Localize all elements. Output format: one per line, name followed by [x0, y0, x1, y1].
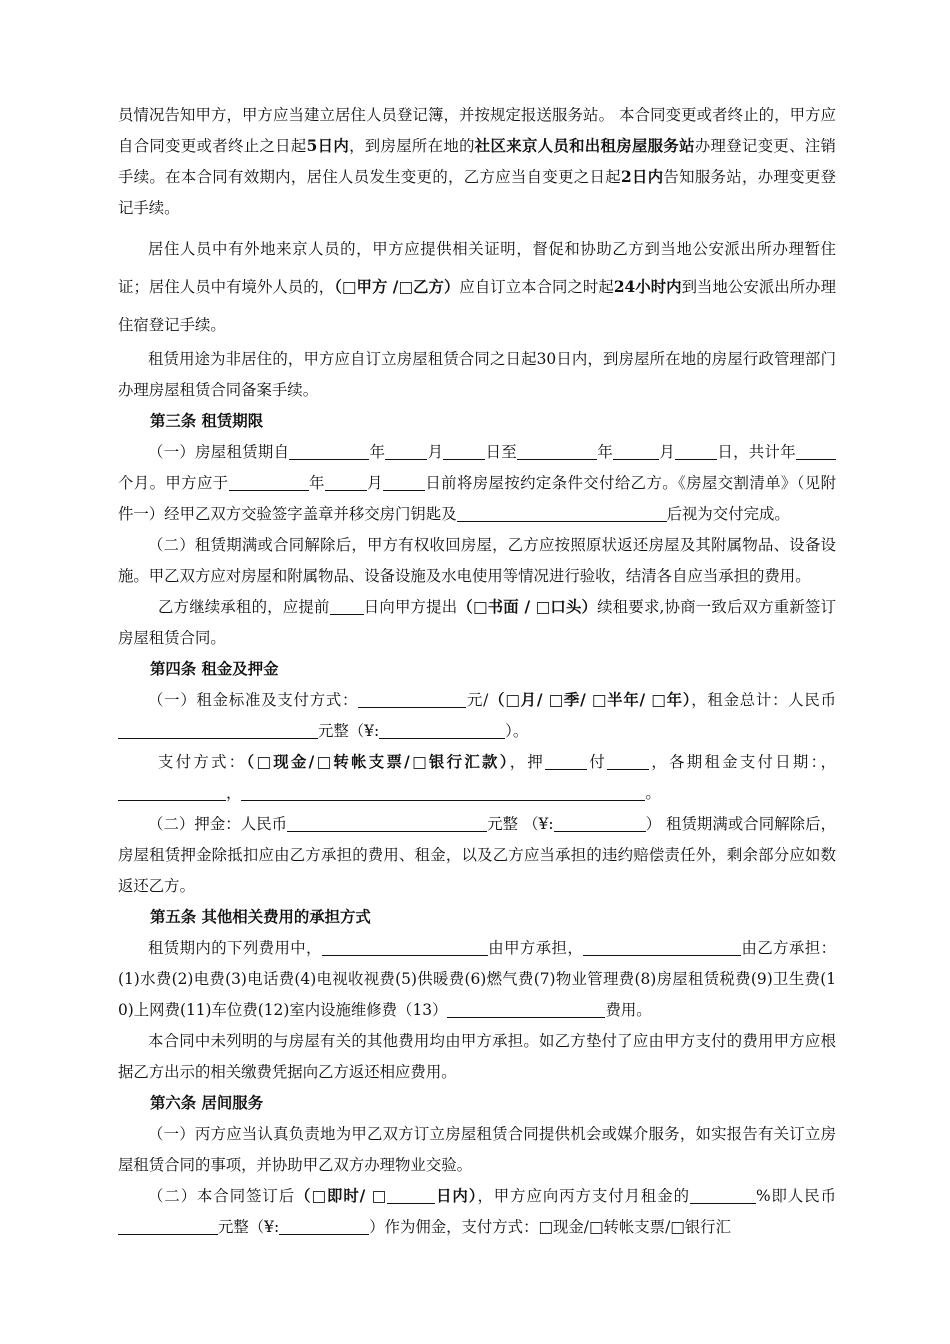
blank-line	[554, 815, 646, 832]
text: 告知服务站，办理变更登记手续。	[118, 168, 836, 217]
text: 元整（¥:	[218, 1218, 280, 1236]
text: 居住人员中有外地来京人员的，甲方应提供相关证明，督促和协助乙方到当地公安派出所办理暂住证；居住人员中有境外人员的，	[118, 240, 836, 296]
article-3-clause-2: （二）租赁期满或合同解除后，甲方有权收回房屋，乙方应按照原状返还房屋及其附属物品、设备设施。甲乙双方应对房屋和附属物品、设备设施及水电使用等情况进行验收，结清各自应当承担的费用。	[118, 536, 836, 585]
text: 元整（¥:	[318, 722, 380, 740]
text: ） 租赁期满或合同解除后，房屋租赁押金除抵扣应由乙方承担的费用、租金，以及乙方应当承担的违约赔偿责任外，剩余部分应如数返还乙方。	[118, 815, 836, 895]
text: 费用。	[605, 1001, 652, 1019]
bold-text: （□现金/□转帐支票/□银行汇款）	[246, 753, 510, 771]
text: （一）租金标准及支付方式：	[148, 691, 359, 709]
blank-line	[118, 1218, 218, 1235]
blank-line	[690, 1187, 756, 1204]
blank-line	[447, 1001, 605, 1018]
text: ，到房屋所在地的	[349, 137, 475, 155]
blank-line	[383, 474, 425, 491]
text: 月	[659, 443, 676, 461]
blank-line	[583, 939, 741, 956]
text: 到当地公安派出所办理住宿登记手续。	[118, 278, 836, 334]
bold-text: 社区来京人员和出租房屋服务站	[474, 137, 695, 155]
bold-text: （□月/ □季/ □半年/ □年）	[488, 691, 692, 709]
paragraph-registration	[118, 100, 836, 224]
article-5-clause-2: 本合同中未列明的与房屋有关的其他费用均由甲方承担。如乙方垫付了应由甲方支付的费用甲方应根据乙方出示的相关缴费凭据向乙方返还相应费用。	[118, 1032, 836, 1081]
blank-line	[607, 753, 649, 770]
text: ，租金总计：人民币	[691, 691, 836, 709]
blank-line	[229, 474, 309, 491]
article-6-clause-2	[118, 1181, 836, 1243]
text: （一）房屋租赁期自	[148, 443, 290, 461]
text: 续租要求,协商一致后双方重新签订房屋租赁合同。	[118, 598, 836, 647]
text: ，甲方应向丙方支付月租金的	[477, 1187, 690, 1205]
text: 个月。甲方应于	[118, 474, 229, 492]
blank-line	[796, 443, 836, 460]
blank-line	[675, 443, 717, 460]
text: 付	[587, 753, 608, 771]
blank-line	[517, 443, 597, 460]
article-6-clause-1: （一）丙方应当认真负责地为甲乙双方订立房屋租赁合同提供机会或媒介服务，如实报告有关订立房屋租赁合同的事项，并协助甲乙双方办理物业交验。	[118, 1125, 836, 1174]
bold-text: 2日内	[620, 168, 664, 186]
article-5-heading: 第五条 其他相关费用的承担方式	[150, 908, 371, 926]
blank-line	[325, 474, 367, 491]
article-3-clause-3	[118, 592, 836, 654]
text: %即人民币	[755, 1187, 836, 1205]
text: 日，共计年	[717, 443, 796, 461]
text: （二）本合同签订后	[148, 1187, 296, 1205]
text: 日至	[485, 443, 518, 461]
text: 支付方式：	[158, 753, 247, 771]
text: 办理登记变更、注销手续。在本合同有效期内，居住人员发生变更的，乙方应当自变更之日起	[118, 137, 836, 186]
blank-line	[545, 753, 587, 770]
blank-line	[118, 784, 226, 801]
blank-line	[613, 443, 659, 460]
text: 。	[645, 784, 661, 802]
text: 元整 （¥:	[487, 815, 554, 833]
article-3-heading: 第三条 租赁期限	[150, 412, 264, 430]
text: 员情况告知甲方，甲方应当建立居住人员登记簿，并按规定报送服务站。 本合同变更或者终止的，甲方应自合同变更或者终止之日起	[118, 106, 836, 155]
blank-line	[358, 691, 466, 708]
blank-line	[379, 722, 505, 739]
article-3-clause-1	[118, 437, 836, 530]
bold-text: （□甲方 /□乙方）	[334, 278, 460, 296]
blank-line	[322, 939, 488, 956]
text: ）。	[505, 722, 529, 740]
text: 元/	[466, 691, 489, 709]
text: 年	[369, 443, 386, 461]
article-4-clause-2	[118, 809, 836, 902]
text: ）作为佣金，支付方式：□现金/□转帐支票/□银行汇	[369, 1218, 731, 1236]
text: 应自订立本合同之时起	[459, 278, 614, 296]
blank-line	[443, 443, 485, 460]
text: 由甲方承担，	[487, 939, 584, 957]
paragraph-residents	[118, 230, 836, 344]
blank-line	[330, 598, 364, 615]
bold-text: 日内）	[435, 1187, 478, 1205]
text: ，各期租金支付日期：	[649, 753, 821, 771]
text: ，押	[509, 753, 546, 771]
text: 日前将房屋按约定条件交付给乙方。《房屋交割清单》（见附件一）经甲乙双方交验签字盖章并移交房门钥匙及	[118, 474, 836, 523]
text: 租赁期内的下列费用中，	[148, 939, 322, 957]
blank-line	[279, 1218, 369, 1235]
bold-text: （□即时/ □	[295, 1187, 388, 1205]
blank-line	[241, 784, 645, 801]
article-4-payment	[118, 747, 836, 809]
blank-line	[385, 443, 427, 460]
article-5-clause-1	[118, 933, 836, 1026]
text: 月	[427, 443, 444, 461]
text: 乙方继续承租的，应提前	[158, 598, 330, 616]
article-4-clause-1	[118, 685, 836, 747]
bold-text: （□书面 / □口头）	[457, 598, 598, 616]
text: 月	[366, 474, 383, 492]
text: 日向甲方提出	[363, 598, 458, 616]
bold-text: 24小时内	[613, 278, 682, 296]
text: （二）押金：人民币	[148, 815, 288, 833]
text: 年	[308, 474, 325, 492]
blank-line	[118, 722, 318, 739]
blank-line	[457, 505, 667, 522]
bold-text: 5日内	[306, 137, 350, 155]
article-4-heading: 第四条 租金及押金	[150, 660, 279, 678]
text: 后视为交付完成。	[666, 505, 790, 523]
blank-line	[387, 1187, 435, 1204]
blank-line	[289, 443, 369, 460]
article-6-heading: 第六条 居间服务	[150, 1094, 264, 1112]
text: ，	[820, 753, 836, 771]
blank-line	[287, 815, 487, 832]
text: 由乙方承担：(1)水费(2)电费(3)电话费(4)电视收视费(5)供暖费(6)燃气费(7)物业管理费(8)房屋租赁税费(9)卫生费(10)上网费(11)车位费(12)室内设施维修费（13）	[118, 939, 836, 1019]
text: 年	[597, 443, 614, 461]
text: ，	[226, 784, 242, 802]
paragraph-non-residential: 租赁用途为非居住的，甲方应自订立房屋租赁合同之日起30日内，到房屋所在地的房屋行政管理部门办理房屋租赁合同备案手续。	[118, 350, 836, 399]
